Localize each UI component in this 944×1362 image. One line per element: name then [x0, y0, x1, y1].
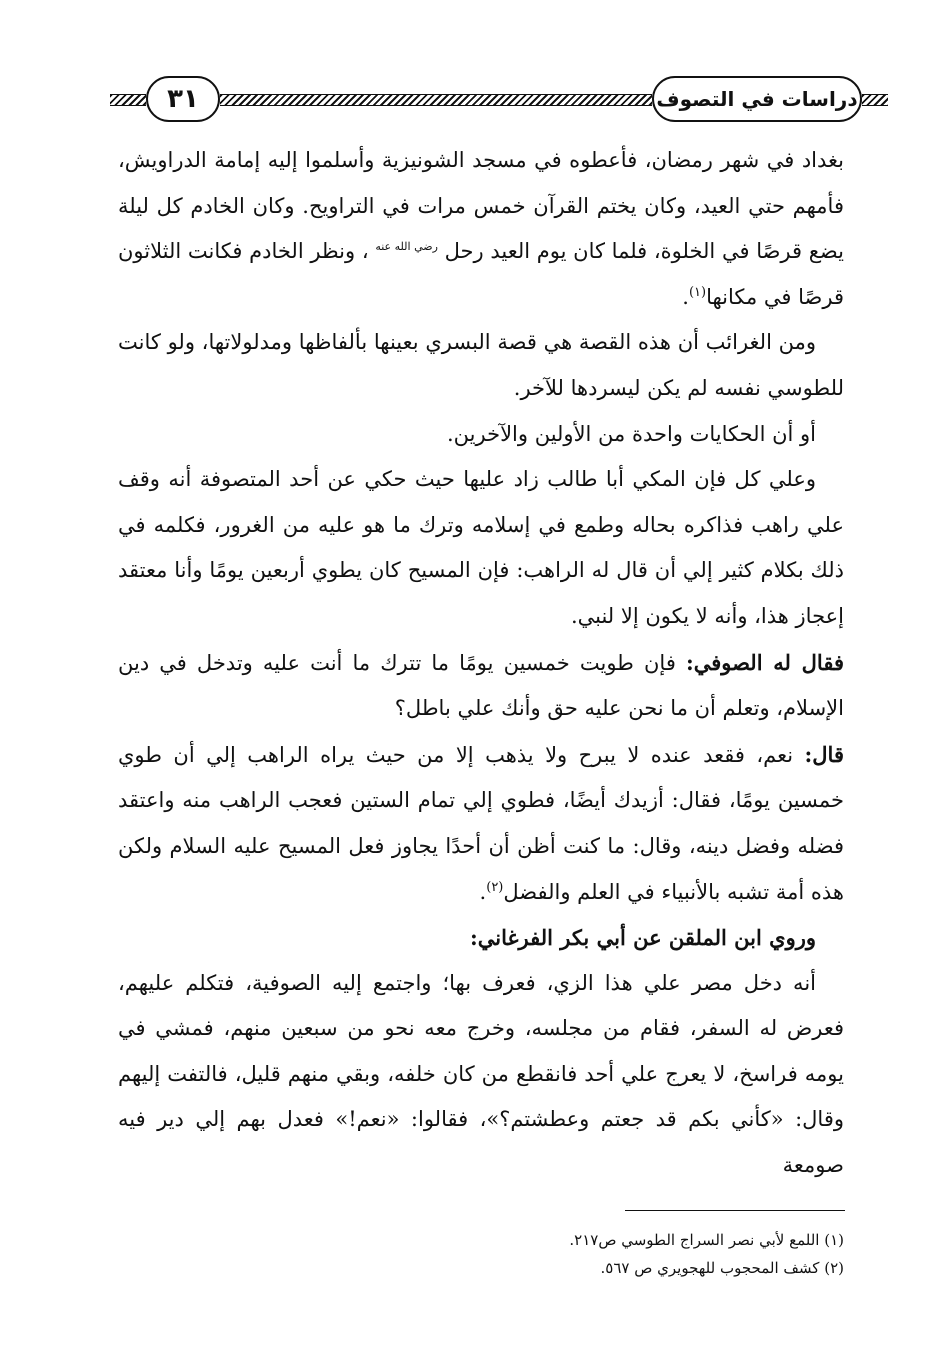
main-text: [118, 138, 844, 1189]
header-rope-right: [862, 94, 888, 106]
paragraph-5: فقال له الصوفي: فإن طويت خمسين يومًا ما تترك ما أنت عليه وتدخل في دين الإسلام، وتعلم أن ما نحن عليه حق وأنك علي باطل؟: [118, 649, 844, 721]
paragraph-1: بغداد في شهر رمضان، فأعطوه في مسجد الشونيزية وأسلموا إليه إمامة الدراويش، فأمهم حتي العيد، وكان يختم القرآن خمس مرات في التراويح. وكان الخادم كل ليلة يضع قرصًا في الخلوة، فلما كان يوم العيد رحل $^{رضي الله عنه}$ ، ونظر الخادم فكانت الثلاثون قرصًا في مكانها$^{(١)}$.: [118, 148, 844, 309]
footnote-ref-2[interactable]: (٢): [486, 879, 504, 895]
paragraph-8: أنه دخل مصر علي هذا الزي، فعرف بها؛ واجتمع إليه الصوفية، فتكلم عليهم، فعرض له السفر، فقام من مجلسه، وخرج معه نحو من سبعين منهم، فمشي في يومه فراسخ، لا يعرج علي أحد فانقطع من كان خلفه، وبقي منهم قليل، فالتفت إليهم وقال: «كأني بكم قد جعتم وعطشتم؟»، فقالوا: «نعم!» فعدل بهم إلي دير فيه صومعة: [118, 970, 844, 1178]
footnote-ref-1[interactable]: (١): [688, 284, 707, 300]
speaker-lead: فقال له الصوفي:: [685, 649, 844, 675]
speaker-lead: قال:: [804, 741, 844, 767]
footnote-1: (١) اللمع لأبي نصر السراج الطوسي ص٢١٧.: [569, 1231, 844, 1249]
footnotes: [400, 1226, 844, 1282]
honorific-mark: رضي الله عنه: [375, 240, 438, 254]
section-heading: وروي ابن الملقن عن أبي بكر الفرغاني:: [470, 925, 816, 951]
footnote-divider: [625, 1210, 845, 1211]
footnote-2: (٢) كشف المحجوب للهجويري ص ٥٦٧.: [600, 1259, 844, 1277]
page-header: [110, 68, 888, 130]
running-title: دراسات في التصوف: [652, 76, 862, 122]
paragraph-4: وعلي كل فإن المكي أبا طالب زاد عليها حيث حكي عن أحد المتصوفة أنه وقف علي راهب فذاكره بحاله وطمع في إسلامه وترك ما هو عليه من الغرور، فكلمه في ذلك بكلام كثير إلي أن قال له الراهب: فإن المسيح كان يطوي أربعين يومًا وأنا معتقد إعجاز هذا، وأنه لا يكون إلا لنبي.: [118, 467, 844, 628]
paragraph-3: أو أن الحكايات واحدة من الأولين والآخرين.: [447, 421, 816, 446]
header-rope-middle: [220, 94, 652, 106]
paragraph-2: ومن الغرائب أن هذه القصة هي قصة البسري بعينها بألفاظها ومدلولاتها، ولو كانت للطوسي نفسه لم يكن ليسردها للآخر.: [118, 330, 844, 400]
paragraph-6: قال: نعم، فقعد عنده لا يبرح ولا يذهب إلا من حيث يراه الراهب إلي أن طوي خمسين يومًا، فقال: أزيدك أيضًا، فطوي إلي تمام الستين فعجب الراهب منه واعتقد فضله وفضل دينه، وقال: ما كنت أظن أن أحدًا يجاوز فعل المسيح عليه السلام ولكن هذه أمة تشبه بالأنبياء في العلم والفضل$^{(٢)}$.: [118, 741, 844, 904]
page-number: ٣١: [146, 76, 220, 122]
header-rope-left: [110, 94, 146, 106]
